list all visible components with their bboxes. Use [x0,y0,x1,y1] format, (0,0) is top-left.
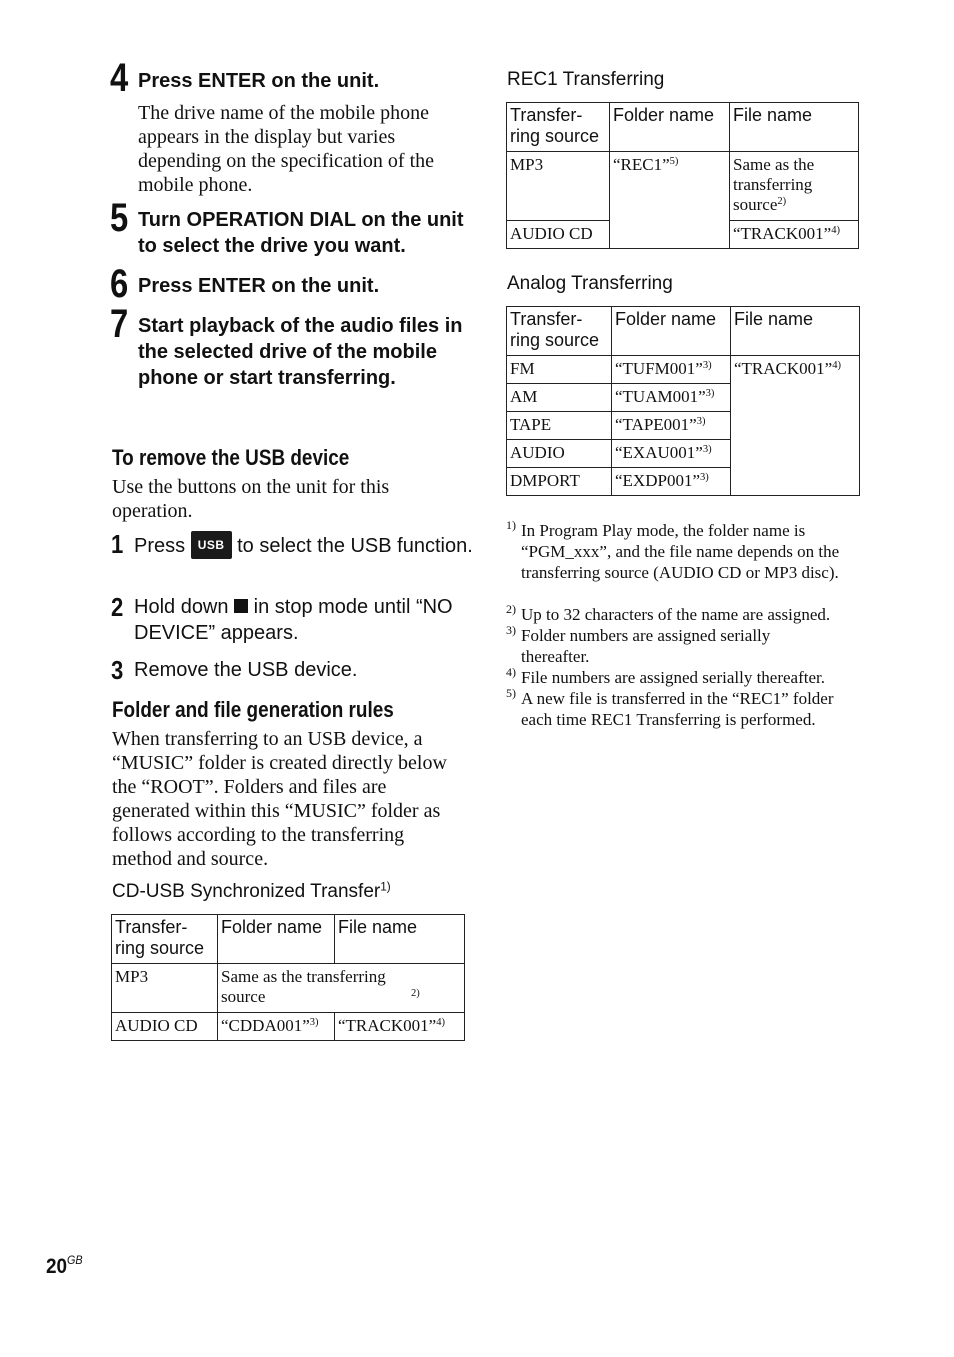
cell-file-text: “TRACK001” [734,359,833,378]
stop-icon [234,599,248,613]
cell-source: TAPE [507,412,612,440]
substep-2-text [134,594,454,646]
cell-file-note: 2) [777,196,787,208]
cell-folder-text: “EXAU001” [615,443,703,462]
cell-source: AUDIO CD [112,1013,218,1041]
cell-folder-note: 3) [309,1017,319,1029]
step-6-heading: Press ENTER on the unit. [138,275,380,297]
cell-source: AUDIO [507,440,612,468]
footnote-4-mark: 4) [506,665,516,679]
footnote-3-mark: 3) [506,623,516,637]
cell-merged-text: Same as the transferring source [221,967,386,1006]
cell-merged [218,964,465,1013]
cell-folder-text: “REC1” [613,155,670,174]
cd-usb-caption-note: 1) [380,880,391,894]
cell-file-text: Same as the transferring source [733,155,815,214]
step-5-heading: Turn OPERATION DIAL on the unit to select the drive you want. [138,209,464,257]
cell-folder-text: “CDDA001” [221,1016,310,1035]
cell-folder [612,356,731,384]
footnote-5-mark: 5) [506,686,516,700]
substep-1-after: to select the USB function. [237,535,473,557]
remove-usb-intro: Use the buttons on the unit for this operation. [112,476,390,522]
rec1-caption: REC1 Transferring [507,69,665,90]
cd-usb-table [111,914,465,1041]
substep-1-text [134,531,474,559]
footnote-4-text: File numbers are assigned serially thereafter. [521,668,825,687]
rec1-table [506,102,859,249]
step-4-heading: Press ENTER on the unit. [138,70,380,92]
cell-folder [612,384,731,412]
cell-folder-note: 3) [696,416,706,428]
cell-source: MP3 [112,964,218,1013]
footnote-3 [506,625,806,667]
footnote-5 [506,688,866,730]
cell-merged-note: 2) [411,988,420,1000]
table-row [112,964,465,1013]
cd-usb-caption [112,880,391,904]
page-number-value: 20 [46,1255,68,1278]
folder-rules-title: Folder and file generation rules [112,697,394,722]
substep-2-number: 2 [111,592,124,622]
cell-file [730,152,859,221]
usb-button-icon: USB [191,531,232,559]
table-header-row [507,307,860,356]
analog-table [506,306,860,496]
substep-1-number: 1 [111,529,124,559]
footnote-2-mark: 2) [506,602,516,616]
cell-folder [610,152,730,249]
cell-file-note: 4) [436,1017,445,1029]
footnote-1 [506,520,866,583]
cell-file [731,356,860,496]
substep-1-before: Press [134,535,186,557]
remove-usb-title: To remove the USB device [112,445,350,470]
footnote-1-mark: 1) [506,518,516,532]
cell-folder-note: 3) [705,388,715,400]
cell-folder-text: “TUFM001” [615,359,703,378]
page-number [46,1253,83,1279]
cell-folder [612,440,731,468]
step-5-number: 5 [110,196,129,240]
cd-usb-caption-text: CD-USB Synchronized Transfer [112,881,381,902]
step-7-heading: Start playback of the audio files in the selected drive of the mobile phone or start transferring. [138,315,463,389]
header-source: Transfer-ring source [112,915,218,964]
cell-folder [612,468,731,496]
header-file: File name [730,103,859,152]
cell-folder-note: 3) [702,444,712,456]
folder-rules-body: When transferring to an USB device, a “MUSIC” folder is created directly below the “ROOT”. Folders and files are generated within this “MUSIC” folder as follows according to the transferring method and source. [112,728,447,870]
cell-file [335,1013,465,1041]
footnote-4 [506,667,866,688]
step-7-number: 7 [110,302,129,346]
footnote-2 [506,604,866,625]
substep-3-number: 3 [111,655,124,685]
header-folder: Folder name [612,307,731,356]
table-header-row [507,103,859,152]
footnote-1-text: In Program Play mode, the folder name is “PGM_xxx”, and the file name depends on the transferring source (AUDIO CD or MP3 disc). [521,521,840,582]
header-file: File name [335,915,465,964]
cell-folder-note: 3) [699,472,709,484]
cell-file-text: “TRACK001” [338,1016,437,1035]
table-row [507,356,860,384]
substep-2-after: in stop mode until “NO DEVICE” appears. [134,596,453,644]
header-source: Transfer-ring source [507,103,610,152]
table-row [112,1013,465,1041]
table-header-row [112,915,465,964]
cell-file-note: 4) [832,360,841,372]
step-4-body: The drive name of the mobile phone appears in the display but varies depending on the specification of the mobile phone. [138,102,435,196]
cell-file [730,221,859,249]
footnote-5-text: A new file is transferred in the “REC1” folder each time REC1 Transferring is performed. [521,689,834,729]
substep-3-text: Remove the USB device. [134,659,358,681]
cell-folder-note: 5) [669,156,679,168]
cell-source: FM [507,356,612,384]
cell-source: MP3 [507,152,610,221]
cell-folder-text: “TUAM001” [615,387,706,406]
header-source: Transfer-ring source [507,307,612,356]
analog-caption: Analog Transferring [507,273,673,294]
substep-2-before: Hold down [134,596,229,618]
cell-source: AUDIO CD [507,221,610,249]
cell-source: AM [507,384,612,412]
cell-file-note: 4) [831,225,840,237]
cell-source: DMPORT [507,468,612,496]
cell-folder-note: 3) [702,360,712,372]
header-file: File name [731,307,860,356]
table-row [507,152,859,221]
footnote-2-text: Up to 32 characters of the name are assigned. [521,605,831,624]
cell-folder [612,412,731,440]
footnote-3-text: Folder numbers are assigned serially thereafter. [521,626,771,666]
step-4-number: 4 [110,56,129,100]
cell-folder [218,1013,335,1041]
step-6-number: 6 [110,262,129,306]
cell-folder-text: “TAPE001” [615,415,697,434]
page-number-suffix: GB [67,1253,83,1267]
cell-folder-text: “EXDP001” [615,471,700,490]
header-folder: Folder name [610,103,730,152]
cell-file-text: “TRACK001” [733,224,832,243]
header-folder: Folder name [218,915,335,964]
